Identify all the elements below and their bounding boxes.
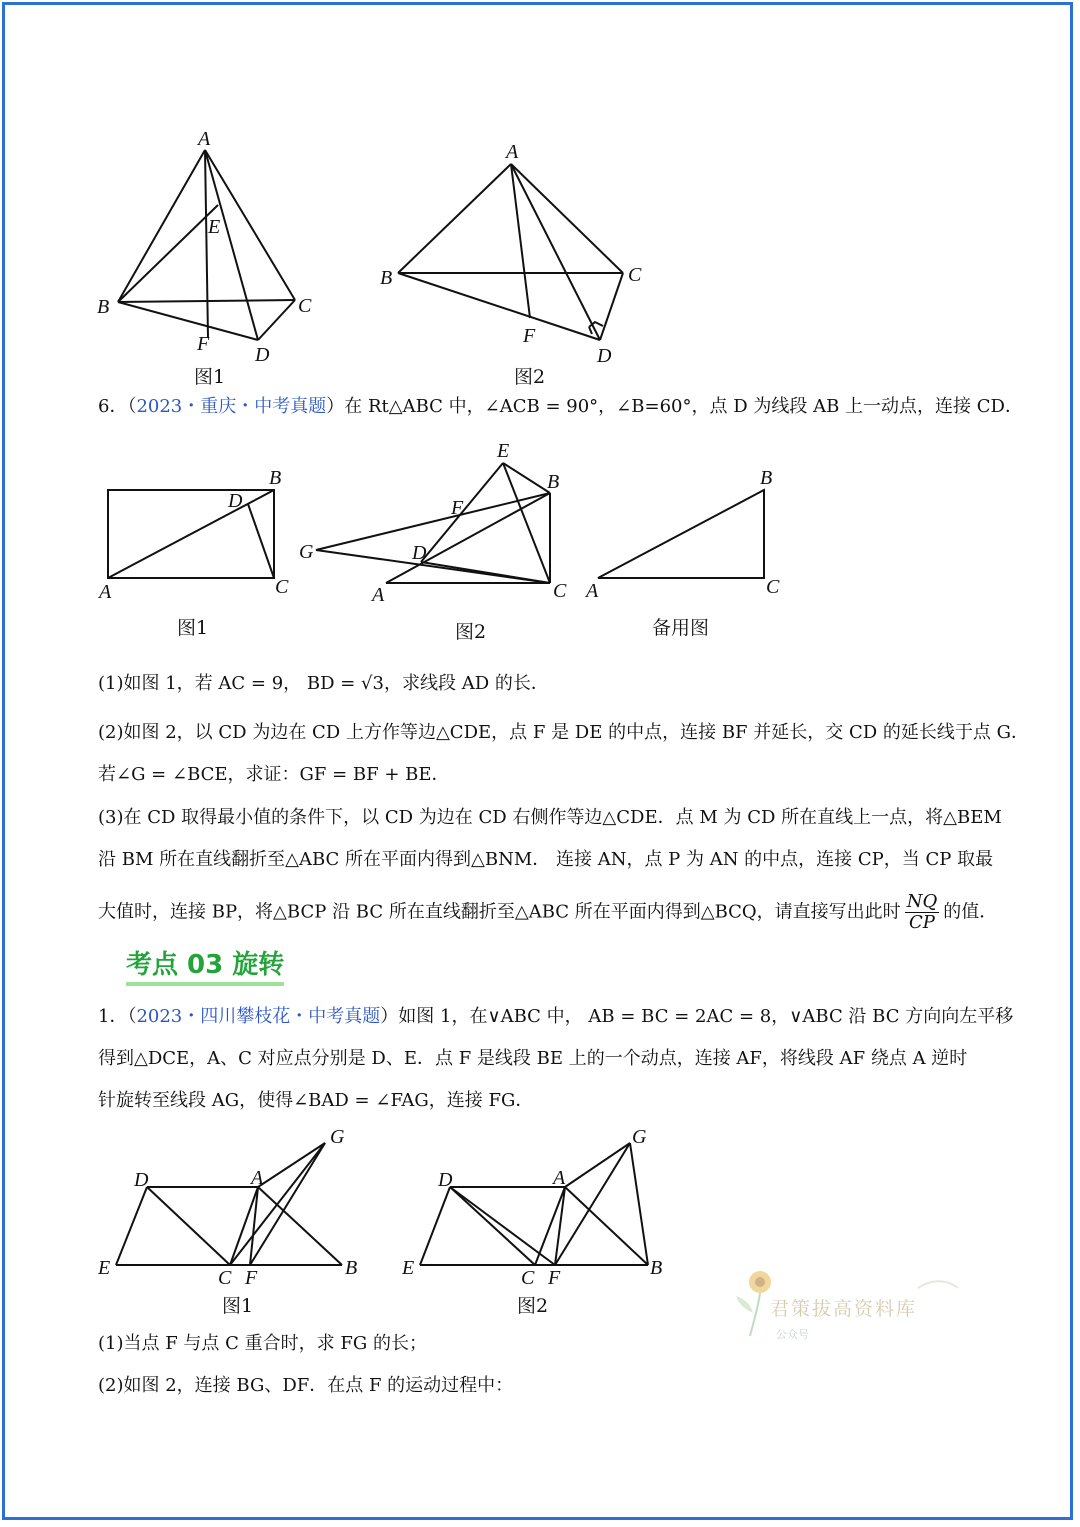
point-label: B (650, 1257, 663, 1279)
point-label: D (228, 490, 243, 512)
point-label: C (521, 1267, 535, 1289)
point-label: B (380, 267, 393, 289)
point-label: F (451, 497, 464, 519)
figure-caption: 备用图 (652, 617, 710, 639)
point-label: A (586, 580, 599, 602)
point-label: C (553, 580, 567, 602)
part-3c-text: 大值时，连接 BP，将△BCP 沿 BC 所在直线翻折至△ABC 所在平面内得到△BCQ，请直接写出此时 (98, 901, 901, 923)
point-label: B (97, 296, 110, 318)
point-label: A (372, 584, 385, 606)
watermark (728, 1258, 968, 1348)
point-label: B (760, 467, 773, 489)
point-label: G (299, 541, 314, 563)
point-label: C (275, 576, 289, 598)
point-label: A (251, 1167, 264, 1189)
point-label: E (497, 440, 510, 462)
point-label: B (269, 467, 282, 489)
section-heading: 考点 03 旋转 (126, 948, 284, 986)
problem-source-close: ） (326, 396, 345, 417)
problem-1-line-2: 得到△DCE，A、C 对应点分别是 D、E．点 F 是线段 BE 上的一个动点，连接 AF，将线段 AF 绕点 A 逆时 (98, 1048, 968, 1069)
figure-caption: 图1 (194, 366, 226, 388)
problem-source-close: ） (380, 1006, 399, 1027)
watermark-subtitle: 公众号 (776, 1328, 809, 1341)
point-label: C (766, 576, 780, 598)
point-label: B (345, 1257, 358, 1279)
point-label: F (548, 1267, 561, 1289)
figure-caption: 图1 (222, 1295, 254, 1317)
part-3c-tail: 的值． (943, 901, 998, 923)
point-label: E (98, 1257, 111, 1279)
problem-1-figure-1 (97, 1126, 357, 1317)
point-label: A (198, 128, 211, 150)
point-label: F (245, 1267, 258, 1289)
point-label: A (553, 1167, 566, 1189)
point-label: A (506, 141, 519, 163)
problem-number: 1．（ (98, 1006, 137, 1027)
point-label: C (218, 1267, 232, 1289)
point-label: C (298, 295, 312, 317)
figure-caption: 图1 (177, 617, 209, 639)
point-label: D (597, 345, 612, 367)
problem-6-part-2b: 若∠G = ∠BCE，求证：GF = BF + BE． (98, 764, 450, 785)
point-label: D (134, 1169, 149, 1191)
watermark-title: 君策拔高资料库 (770, 1298, 918, 1320)
point-label: C (628, 264, 642, 286)
problem-1-line-3: 针旋转至线段 AG，使得∠BAD = ∠FAG，连接 FG． (98, 1090, 534, 1111)
fraction-numerator: NQ (906, 891, 938, 912)
point-label: F (197, 333, 210, 355)
figure-caption: 图2 (514, 366, 546, 388)
figure-caption: 图2 (455, 621, 487, 643)
point-label: G (330, 1126, 345, 1148)
problem-source: 2023・四川攀枝花・中考真题 (136, 1006, 381, 1027)
point-label: E (402, 1257, 415, 1279)
problem-text: 如图 1，在∨ABC 中， AB = BC = 2AC = 8，∨ABC 沿 BC 方向向左平移 (398, 1006, 1014, 1027)
point-label: G (632, 1126, 647, 1148)
problem-6-part-1: (1)如图 1，若 AC = 9， BD = √3，求线段 AD 的长． (98, 673, 549, 694)
fraction-denominator: CP (909, 912, 935, 933)
point-label: B (547, 471, 560, 493)
point-label: F (523, 325, 536, 347)
point-label: D (255, 344, 270, 366)
problem-1-part-1: (1)当点 F 与点 C 重合时，求 FG 的长； (98, 1333, 427, 1354)
point-label: D (438, 1169, 453, 1191)
problem-6-part-2a: (2)如图 2，以 CD 为边在 CD 上方作等边△CDE，点 F 是 DE 的中点，连接 BF 并延长，交 CD 的延长线于点 G． (98, 722, 1030, 743)
problem-6-part-3b: 沿 BM 所在直线翻折至△ABC 所在平面内得到△BNM． 连接 AN，点 P 为 AN 的中点，连接 CP，当 CP 取最 (98, 849, 994, 870)
figure-caption: 图2 (517, 1295, 549, 1317)
point-label: A (99, 581, 112, 603)
problem-source: 2023・重庆・中考真题 (136, 396, 327, 417)
point-label: D (412, 542, 427, 564)
point-label: E (208, 216, 221, 238)
problem-1-figure-2 (401, 1126, 662, 1317)
problem-6-part-3a: (3)在 CD 取得最小值的条件下，以 CD 为边在 CD 右侧作等边△CDE．点 M 为 CD 所在直线上一点，将△BEM (98, 807, 1002, 828)
problem-text: 在 Rt△ABC 中，∠ACB = 90°，∠B=60°，点 D 为线段 AB 上一动点，连接 CD． (344, 396, 1023, 417)
problem-1-part-2: (2)如图 2，连接 BG、DF．在点 F 的运动过程中： (98, 1375, 514, 1396)
problem-number: 6．（ (98, 396, 137, 417)
